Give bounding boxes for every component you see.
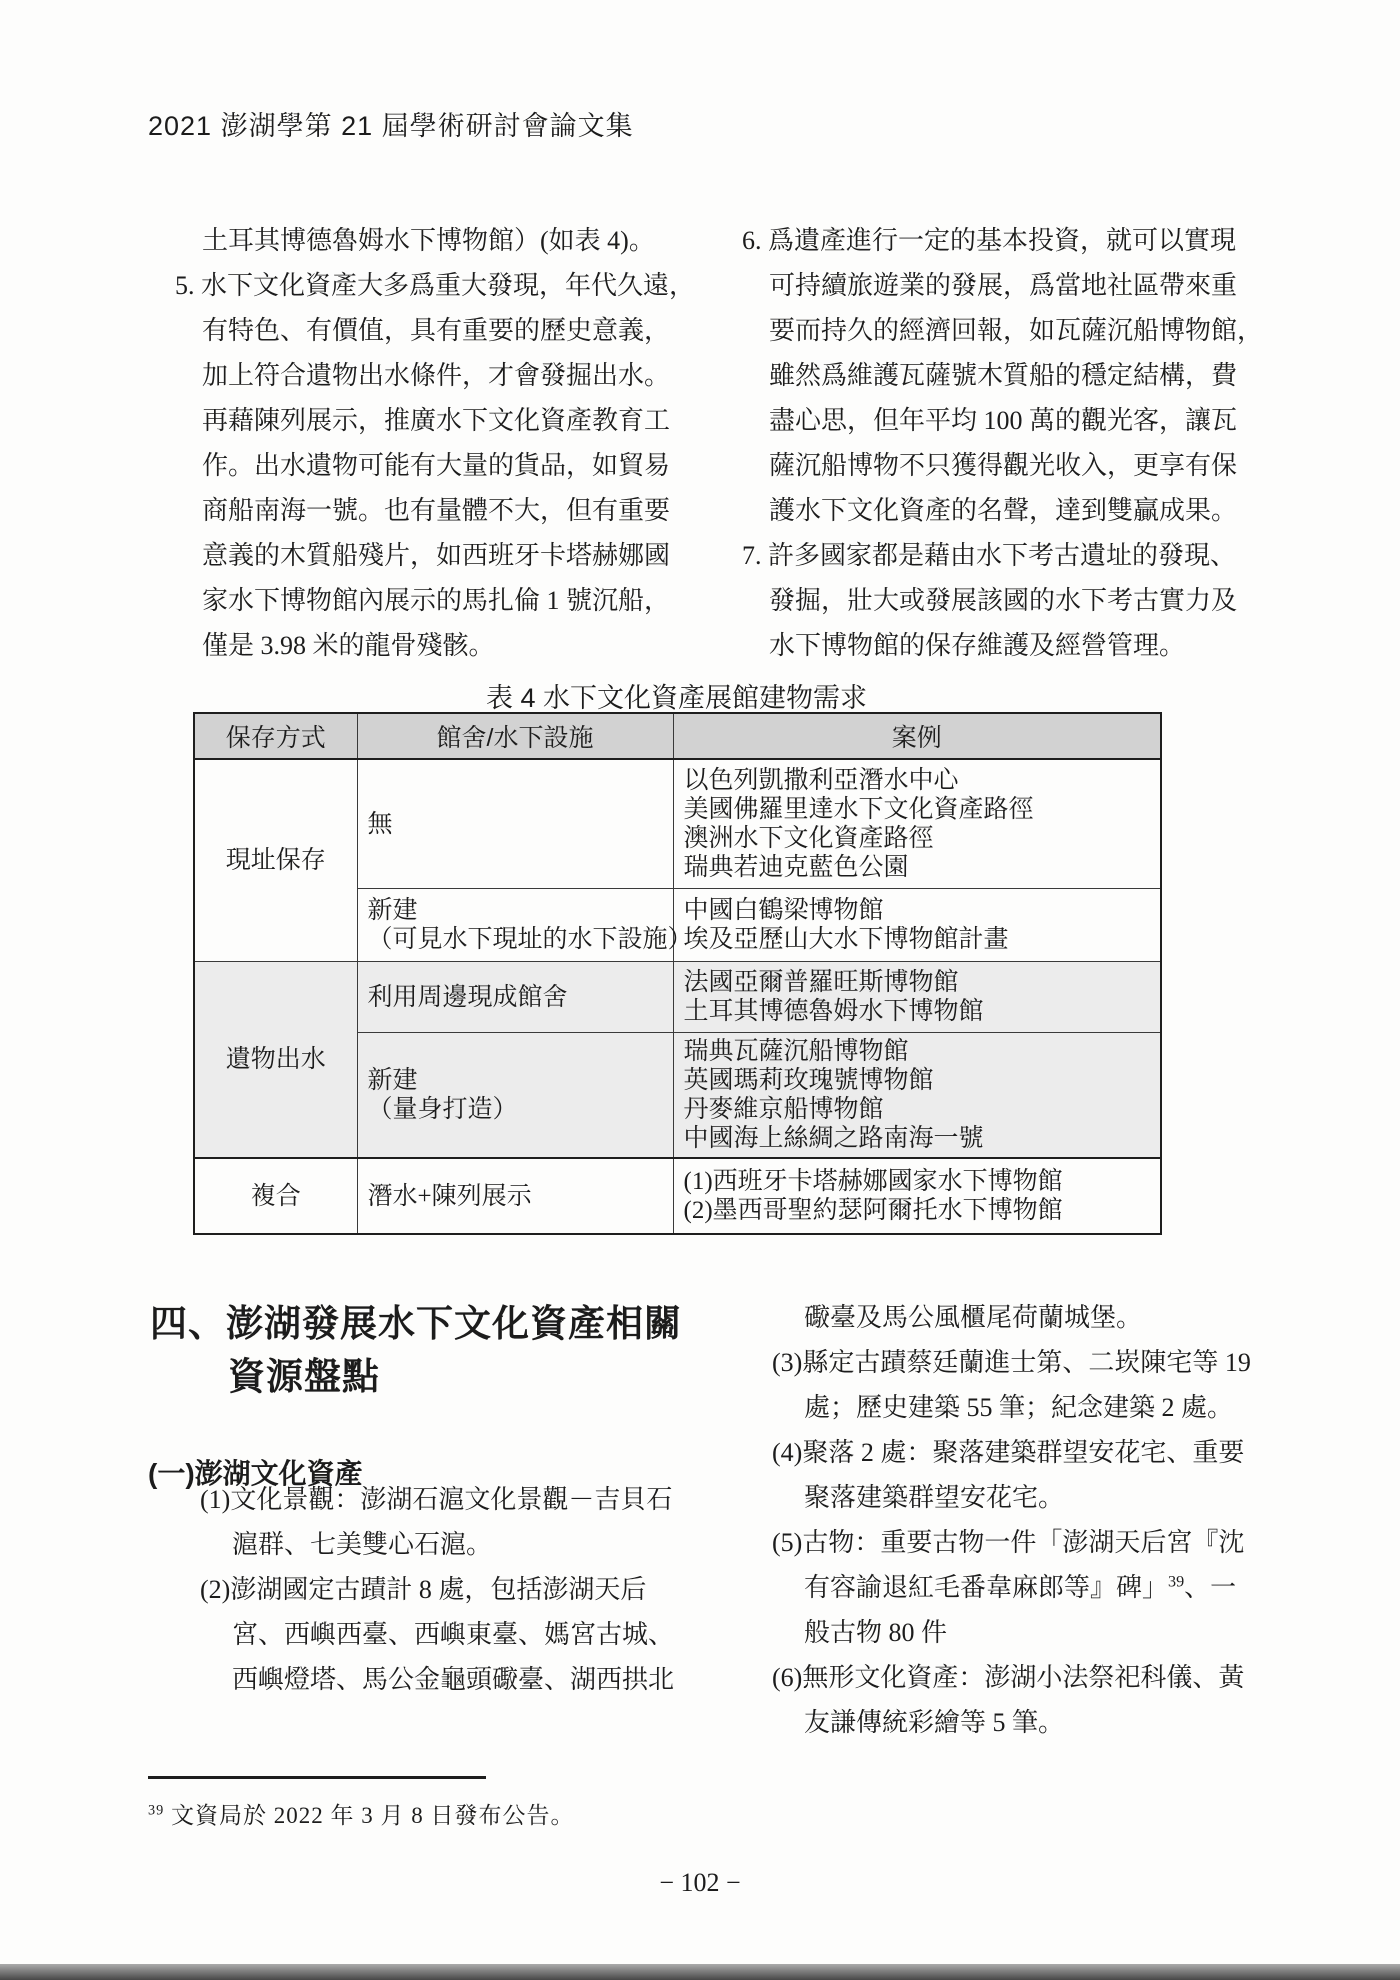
cell-method-hybrid: 複合 bbox=[194, 1158, 357, 1234]
header-cases: 案例 bbox=[673, 713, 1161, 759]
text-line: 雖然爲維護瓦薩號木質船的穩定結構，費 bbox=[769, 361, 1238, 390]
list-column-right bbox=[772, 1295, 1258, 1745]
text-line: (2)澎湖國定古蹟計 8 處，包括澎湖天后 bbox=[200, 1575, 647, 1604]
text-line: 般古物 80 件 bbox=[804, 1618, 948, 1647]
cell-facility bbox=[357, 759, 673, 889]
text-line: 聚落建築群望安花宅。 bbox=[804, 1483, 1065, 1512]
text-line: 要而持久的經濟回報，如瓦薩沉船博物館， bbox=[769, 316, 1264, 345]
text-line: 西嶼燈塔、馬公金龜頭礮臺、湖西拱北 bbox=[232, 1665, 675, 1694]
text-line: 英國瑪莉玫瑰號博物館 bbox=[683, 1067, 934, 1094]
section-heading-line1: 四、澎湖發展水下文化資產相關 bbox=[150, 1304, 682, 1345]
text-line: 美國佛羅里達水下文化資產路徑 bbox=[683, 796, 1034, 823]
text-line: (6)無形文化資產：澎湖小法祭祀科儀、黃 bbox=[772, 1663, 1245, 1692]
text-line: （量身打造） bbox=[367, 1096, 518, 1123]
text-line: 瑞典若迪克藍色公園 bbox=[683, 854, 909, 881]
footnote-separator bbox=[148, 1776, 486, 1779]
table-row bbox=[194, 1158, 1161, 1234]
header-preservation-method: 保存方式 bbox=[194, 713, 357, 759]
list-column-left bbox=[200, 1477, 680, 1702]
text-line: (1)西班牙卡塔赫娜國家水下博物館 bbox=[683, 1168, 1063, 1195]
running-header: 2021 澎湖學第 21 屆學術研討會論文集 bbox=[148, 111, 634, 141]
cell-method-recovered: 遺物出水 bbox=[194, 962, 357, 1159]
section-heading-line2: 資源盤點 bbox=[228, 1357, 380, 1398]
cell-facility bbox=[357, 962, 673, 1033]
text-line: (1)文化景觀：澎湖石滬文化景觀－吉貝石 bbox=[200, 1485, 673, 1514]
text-line: 水下博物館的保存維護及經營管理。 bbox=[769, 631, 1186, 660]
cell-cases bbox=[673, 962, 1161, 1033]
text-line: (2)墨西哥聖約瑟阿爾托水下博物館 bbox=[683, 1197, 1063, 1224]
table-row bbox=[194, 759, 1161, 889]
cell-cases bbox=[673, 889, 1161, 962]
text-line: 可持續旅遊業的發展，爲當地社區帶來重 bbox=[769, 271, 1238, 300]
text-line: 新建 bbox=[367, 1067, 418, 1094]
text-line: (5)古物：重要古物一件「澎湖天后宮『沈 bbox=[772, 1528, 1245, 1557]
text-line: (4)聚落 2 處：聚落建築群望安花宅、重要 bbox=[772, 1438, 1245, 1467]
text-line: （可見水下現址的水下設施） bbox=[367, 926, 693, 953]
text-line: 有容諭退紅毛番韋麻郎等』碑」$^{39}$、一 bbox=[804, 1573, 1237, 1602]
text-line: 7. 許多國家都是藉由水下考古遺址的發現、 bbox=[742, 541, 1237, 570]
cell-cases bbox=[673, 1033, 1161, 1159]
text-line: 以色列凱撒利亞潛水中心 bbox=[683, 767, 959, 794]
text-line: 作。出水遺物可能有大量的貨品，如貿易 bbox=[202, 451, 671, 480]
text-line: 宮、西嶼西臺、西嶼東臺、媽宮古城、 bbox=[232, 1620, 675, 1649]
subsection-title: (一)澎湖文化資產 bbox=[148, 1458, 363, 1489]
cell-cases bbox=[673, 759, 1161, 889]
section-heading bbox=[150, 1298, 682, 1404]
text-line: 埃及亞歷山大水下博物館計畫 bbox=[683, 926, 1009, 953]
scan-bottom-edge bbox=[0, 1964, 1400, 1980]
table-caption: 表 4 水下文化資產展館建物需求 bbox=[485, 683, 868, 713]
text-line: (3)縣定古蹟蔡廷蘭進士第、二崁陳宅等 19 bbox=[772, 1348, 1251, 1377]
cell-facility bbox=[357, 1033, 673, 1159]
text-line: 法國亞爾普羅旺斯博物館 bbox=[683, 969, 959, 996]
text-line: 6. 爲遺產進行一定的基本投資，就可以實現 bbox=[742, 226, 1237, 255]
table-header-row bbox=[194, 713, 1161, 759]
text-line: 意義的木質船殘片，如西班牙卡塔赫娜國 bbox=[202, 541, 671, 570]
text-line: 再藉陳列展示，推廣水下文化資產教育工 bbox=[202, 406, 671, 435]
text-line: 友謙傳統彩繪等 5 筆。 bbox=[804, 1708, 1065, 1737]
text-line: 家水下博物館內展示的馬扎倫 1 號沉船， bbox=[202, 586, 671, 615]
text-line: 利用周邊現成館舍 bbox=[367, 983, 568, 1011]
text-line: 瑞典瓦薩沉船博物館 bbox=[683, 1038, 909, 1065]
text-line: 僅是 3.98 米的龍骨殘骸。 bbox=[202, 631, 495, 660]
text-line: 處；歷史建築 55 筆；紀念建築 2 處。 bbox=[804, 1393, 1234, 1422]
text-line: 澳洲水下文化資產路徑 bbox=[683, 825, 934, 852]
text-line: 中國海上絲綢之路南海一號 bbox=[683, 1125, 984, 1152]
table-exhibit-building-needs bbox=[193, 712, 1162, 1235]
cell-cases bbox=[673, 1158, 1161, 1234]
cell-facility bbox=[357, 1158, 673, 1234]
text-line: 礮臺及馬公風櫃尾荷蘭城堡。 bbox=[804, 1303, 1143, 1332]
text-line: 商船南海一號。也有量體不大，但有重要 bbox=[202, 496, 671, 525]
text-line: 土耳其博德魯姆水下博物館）(如表 4)。 bbox=[202, 226, 655, 255]
text-line: 護水下文化資產的名聲，達到雙贏成果。 bbox=[769, 496, 1238, 525]
text-line: 土耳其博德魯姆水下博物館 bbox=[683, 998, 984, 1025]
text-line: 中國白鶴梁博物館 bbox=[683, 897, 884, 924]
cell-method-in-situ: 現址保存 bbox=[194, 759, 357, 962]
text-line: 新建 bbox=[367, 897, 418, 924]
body-column-left bbox=[175, 218, 696, 668]
text-line: 無 bbox=[367, 810, 393, 838]
cell-facility bbox=[357, 889, 693, 962]
text-line: 滬群、七美雙心石滬。 bbox=[232, 1530, 493, 1559]
text-line: 有特色、有價值，具有重要的歷史意義， bbox=[202, 316, 671, 345]
footnote bbox=[148, 1797, 575, 1830]
header-facility: 館舍/水下設施 bbox=[357, 713, 673, 759]
text-line: 薩沉船博物不只獲得觀光收入，更享有保 bbox=[769, 451, 1238, 480]
text-line: 潛水+陳列展示 bbox=[367, 1182, 532, 1210]
body-column-right bbox=[742, 218, 1264, 668]
table-row bbox=[194, 962, 1161, 1033]
footnote-marker: 39 bbox=[148, 1802, 165, 1819]
text-line: 盡心思，但年平均 100 萬的觀光客，讓瓦 bbox=[769, 406, 1238, 435]
text-line: 5. 水下文化資產大多爲重大發現，年代久遠， bbox=[175, 271, 696, 300]
text-line: 發掘，壯大或發展該國的水下考古實力及 bbox=[769, 586, 1238, 615]
footnote-text: 文資局於 2022 年 3 月 8 日發布公告。 bbox=[171, 1803, 575, 1828]
page-number: − 102 − bbox=[659, 1868, 741, 1897]
text-line: 丹麥維京船博物館 bbox=[683, 1096, 884, 1123]
text-line: 加上符合遺物出水條件，才會發掘出水。 bbox=[202, 361, 671, 390]
